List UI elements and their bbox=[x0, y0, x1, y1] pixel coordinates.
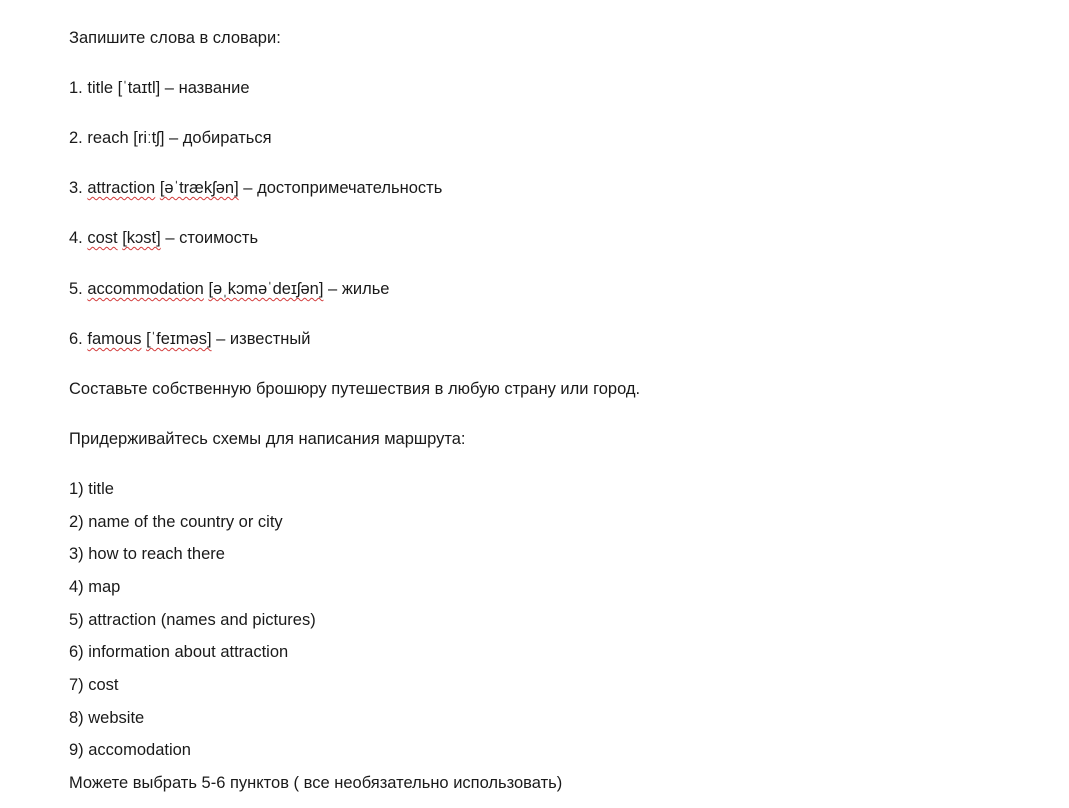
vocab-translation: известный bbox=[229, 330, 311, 348]
vocab-word: reach bbox=[87, 129, 129, 147]
scheme-intro: Придерживайтесь схемы для написания маршрута: bbox=[69, 430, 466, 448]
vocab-number: 3. bbox=[69, 179, 83, 197]
vocab-dash: – bbox=[328, 280, 338, 298]
vocab-transcription: [riːtʃ] bbox=[133, 129, 165, 147]
vocab-translation: стоимость bbox=[179, 229, 259, 247]
vocab-item-2 bbox=[69, 128, 272, 148]
vocab-dash: – bbox=[243, 179, 253, 197]
vocab-word: cost bbox=[87, 229, 118, 247]
vocab-item-4 bbox=[69, 228, 258, 248]
vocab-word: famous bbox=[87, 330, 142, 348]
scheme-item: 8) website bbox=[69, 709, 145, 727]
scheme-item: 4) map bbox=[69, 578, 121, 596]
vocab-translation: название bbox=[178, 79, 250, 97]
vocab-dash: – bbox=[169, 129, 179, 147]
scheme-item: 1) title bbox=[69, 480, 114, 498]
vocab-item-5 bbox=[69, 279, 389, 299]
vocab-item-6 bbox=[69, 329, 310, 349]
vocab-word: accommodation bbox=[87, 280, 204, 298]
scheme-item: 7) cost bbox=[69, 676, 119, 694]
vocab-number: 5. bbox=[69, 280, 83, 298]
vocab-dash: – bbox=[216, 330, 226, 348]
vocab-translation: достопримечательность bbox=[257, 179, 443, 197]
scheme-item: 9) accomodation bbox=[69, 741, 191, 759]
vocab-dash: – bbox=[164, 79, 174, 97]
vocab-number: 2. bbox=[69, 129, 83, 147]
vocab-transcription: [əˌkɔməˈdeɪʃən] bbox=[208, 280, 324, 298]
vocab-transcription: [əˈtrækʃən] bbox=[159, 179, 239, 197]
scheme-item: 5) attraction (names and pictures) bbox=[69, 611, 316, 629]
scheme-item: 6) information about attraction bbox=[69, 643, 289, 661]
note-text: Можете выбрать 5-6 пунктов ( все необязательно использовать) bbox=[69, 774, 563, 792]
vocab-transcription: [ˈtaɪtl] bbox=[117, 79, 161, 97]
scheme-item: 2) name of the country or city bbox=[69, 513, 283, 531]
vocab-transcription: [ˈfeɪməs] bbox=[146, 330, 212, 348]
intro-text: Запишите слова в словари: bbox=[69, 29, 281, 47]
vocab-word: attraction bbox=[87, 179, 156, 197]
vocab-dash: – bbox=[165, 229, 175, 247]
vocab-number: 1. bbox=[69, 79, 83, 97]
vocab-number: 6. bbox=[69, 330, 83, 348]
vocab-translation: добираться bbox=[182, 129, 272, 147]
scheme-item: 3) how to reach there bbox=[69, 545, 225, 563]
task-text: Составьте собственную брошюру путешествия в любую страну или город. bbox=[69, 380, 641, 398]
vocab-item-1 bbox=[69, 78, 250, 98]
vocab-word: title bbox=[87, 79, 114, 97]
vocab-transcription: [kɔst] bbox=[122, 229, 161, 247]
vocab-number: 4. bbox=[69, 229, 83, 247]
vocab-translation: жилье bbox=[341, 280, 390, 298]
vocab-item-3 bbox=[69, 178, 442, 198]
